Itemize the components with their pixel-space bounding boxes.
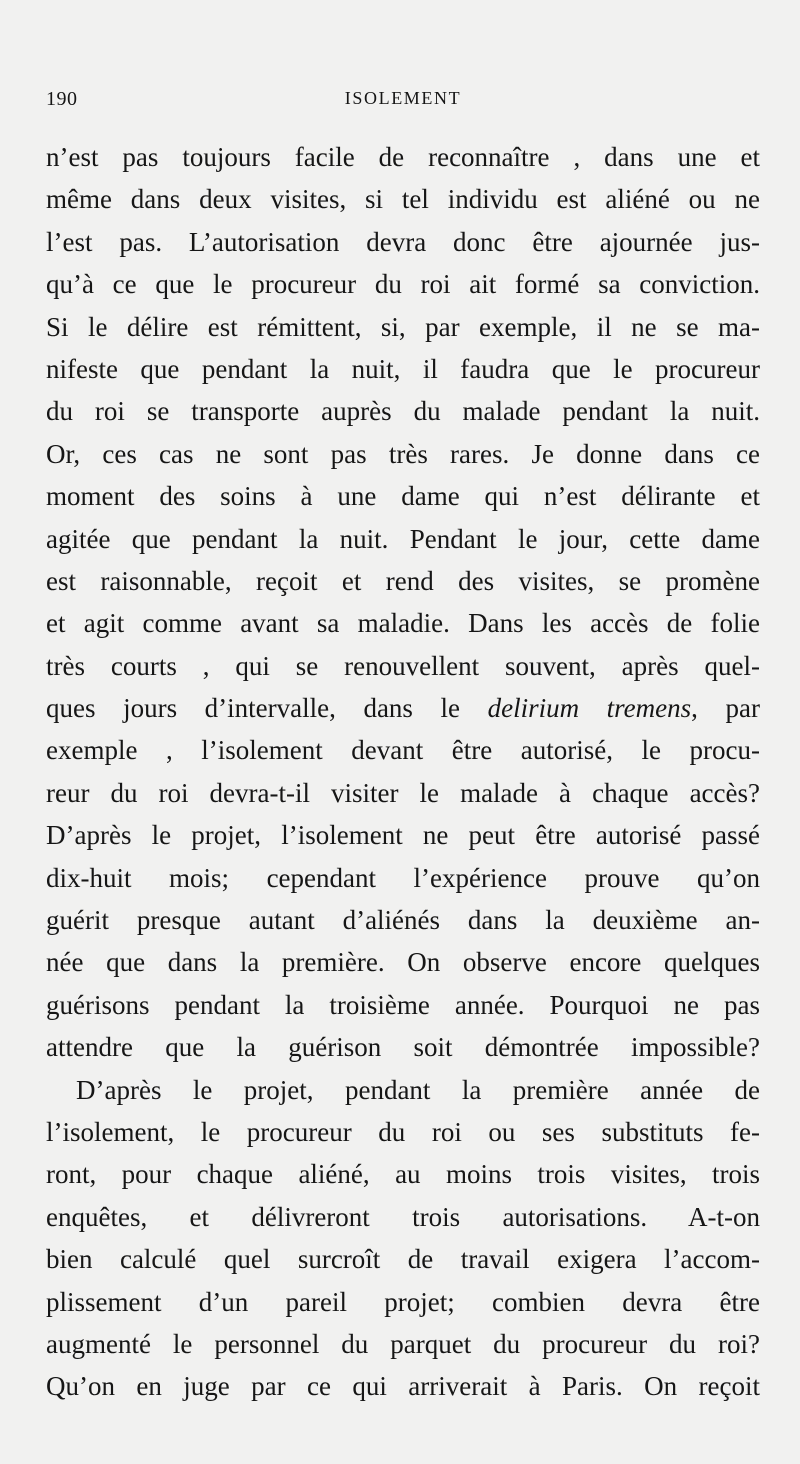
italic-phrase: delirium tremens xyxy=(487,693,692,724)
body-text xyxy=(46,136,760,1408)
text-line: ront, pour chaque aliéné, au moins trois visites, trois xyxy=(46,1159,760,1190)
text-line: dix-huit mois; cependant l’expérience prouve qu’on xyxy=(46,862,760,893)
text-line: l’est pas. L’autorisation devra donc être ajournée jus- xyxy=(46,226,760,257)
text-line: Or, ces cas ne sont pas très rares. Je donne dans ce xyxy=(46,438,760,469)
page-header xyxy=(46,88,760,114)
text-line: du roi se transporte auprès du malade pendant la nuit. xyxy=(46,396,760,427)
text-segment: , par xyxy=(691,693,760,724)
page-number: 190 xyxy=(46,88,78,110)
text-line: augmenté le personnel du parquet du procureur du roi? xyxy=(46,1328,760,1359)
text-line: est raisonnable, reçoit et rend des visites, se promène xyxy=(46,565,760,596)
text-line: même dans deux visites, si tel individu est aliéné ou ne xyxy=(46,184,760,215)
text-line: enquêtes, et délivreront trois autorisations. A-t-on xyxy=(46,1201,760,1232)
text-line: guérit presque autant d’aliénés dans la deuxième an- xyxy=(46,905,760,936)
text-line: Si le délire est rémittent, si, par exemple, il ne se ma- xyxy=(46,311,760,342)
text-line: guérisons pendant la troisième année. Pourquoi ne pas xyxy=(46,989,760,1020)
text-line: reur du roi devra-t-il visiter le malade à chaque accès? xyxy=(46,777,760,808)
text-line: qu’à ce que le procureur du roi ait formé sa conviction. xyxy=(46,269,760,300)
text-line: née que dans la première. On observe encore quelques xyxy=(46,947,760,978)
text-line: très courts , qui se renouvellent souvent, après quel- xyxy=(46,650,760,681)
text-line: D’après le projet, pendant la première année de xyxy=(76,1074,760,1105)
text-line: agitée que pendant la nuit. Pendant le jour, cette dame xyxy=(46,523,760,554)
running-title: ISOLEMENT xyxy=(344,88,462,108)
text-line: et agit comme avant sa maladie. Dans les accès de folie xyxy=(46,608,760,639)
text-line: plissement d’un pareil projet; combien devra être xyxy=(46,1286,760,1317)
text-line: l’isolement, le procureur du roi ou ses substituts fe- xyxy=(46,1116,760,1147)
text-line: nifeste que pendant la nuit, il faudra que le procureur xyxy=(46,353,760,384)
text-line: n’est pas toujours facile de reconnaître , dans une et xyxy=(46,142,760,172)
text-line: Qu’on en juge par ce qui arriverait à Paris. On reçoit xyxy=(46,1371,760,1402)
text-line: exemple , l’isolement devant être autorisé, le procu- xyxy=(46,735,760,766)
text-line: D’après le projet, l’isolement ne peut être autorisé passé xyxy=(46,820,760,851)
text-segment: ques jours d’intervalle, dans le xyxy=(46,693,488,724)
text-line: attendre que la guérison soit démontrée impossible? xyxy=(46,1032,760,1063)
text-line-with-italic xyxy=(46,687,760,729)
text-line: bien calculé quel surcroît de travail exigera l’accom- xyxy=(46,1244,760,1275)
text-line: moment des soins à une dame qui n’est délirante et xyxy=(46,481,760,512)
